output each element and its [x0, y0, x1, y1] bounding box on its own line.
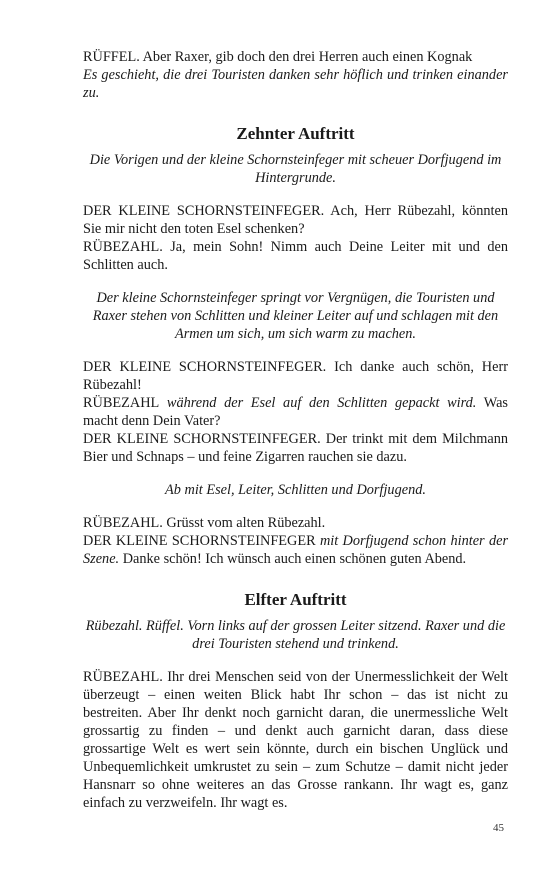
inline-stage-direction: während der Esel auf den Schlitten gepackt wird.: [159, 395, 477, 411]
speech: [83, 514, 508, 532]
speech: [83, 430, 508, 466]
scene-heading-elfter: Elfter Auftritt: [244, 590, 347, 609]
stage-direction-scene: Rübezahl. Rüffel. Vorn links auf der grossen Leiter sitzend. Raxer und die drei Touristen stehend und trinkend.: [85, 618, 506, 652]
speech: [83, 238, 508, 274]
speech: [83, 532, 508, 568]
stage-direction: Es geschieht, die drei Touristen danken sehr höflich und trinken einander zu.: [83, 67, 508, 101]
speaker: DER KLEINE SCHORNSTEINFEGER.: [83, 203, 325, 219]
speech: [83, 358, 508, 394]
speech-text: Ich danke auch schön, Herr Rübezahl!: [83, 359, 508, 393]
page-number: 45: [493, 822, 504, 834]
scene-heading-zehnter: Zehnter Auftritt: [236, 124, 355, 143]
stage-direction: Ab mit Esel, Leiter, Schlitten und Dorfjugend.: [165, 482, 426, 498]
speech-text: Danke schön! Ich wünsch auch einen schönen guten Abend.: [119, 551, 467, 567]
speaker: RÜBEZAHL: [83, 395, 160, 411]
stage-direction: Der kleine Schornsteinfeger springt vor Vergnügen, die Touristen und Raxer stehen von Schlitten und kleiner Leiter auf und schlagen mit den Armen um sich, um sich warm zu machen.: [92, 290, 499, 342]
speech-text: Der trinkt mit dem Milchmann Bier und Schnaps – und feine Zigarren rauchen sie dazu.: [83, 431, 508, 465]
page-body: [83, 48, 508, 812]
speaker: RÜBEZAHL.: [83, 669, 163, 685]
speech-text: Was macht denn Dein Vater?: [83, 395, 508, 429]
speech-text: Ihr drei Menschen seid von der Unermesslichkeit der Welt überzeugt – einen weiten Blick habt Ihr schon – das ist nicht zu bestreiten. Aber Ihr denkt noch garnicht daran, die unermessliche Welt grossartig zu finden – und denkt auch garnicht daran, dass diese grossartige Welt es wert sein könnte, durch ein bischen Unglück und Unbequemlichkeit umkrustet zu sein – zum Schutze – damit nicht jeder Hansnarr so ohne weiteres an das Grosse rankann. Ihr wagt es, ganz einfach zu verzweifeln. Ihr wagt es.: [83, 669, 508, 811]
stage-direction-scene: Die Vorigen und der kleine Schornsteinfeger mit scheuer Dorfjugend im Hintergrunde.: [89, 152, 502, 186]
speech-text: Grüsst vom alten Rübezahl.: [162, 515, 326, 531]
speaker: RÜBEZAHL.: [83, 239, 163, 255]
speaker: DER KLEINE SCHORNSTEINFEGER: [83, 533, 316, 549]
speech: [83, 394, 508, 430]
speaker: RÜBEZAHL.: [83, 515, 163, 531]
speech-ruebezahl-monologue: [83, 668, 508, 812]
speech: [83, 202, 508, 238]
speaker: RÜFFEL.: [83, 49, 140, 65]
inline-stage-direction: mit Dorfjugend schon hinter der Szene.: [83, 533, 509, 567]
speech-text: Ja, mein Sohn! Nimm auch Deine Leiter mit und den Schlitten auch.: [83, 239, 508, 273]
speech-text: Ach, Herr Rübezahl, könnten Sie mir nicht den toten Esel schenken?: [83, 203, 508, 237]
speaker: DER KLEINE SCHORNSTEINFEGER.: [83, 359, 327, 375]
speaker: DER KLEINE SCHORNSTEINFEGER.: [83, 431, 321, 447]
speech-rueffel-kognak: [83, 48, 508, 66]
speech-text: Aber Raxer, gib doch den drei Herren auch einen Kognak: [139, 49, 473, 65]
